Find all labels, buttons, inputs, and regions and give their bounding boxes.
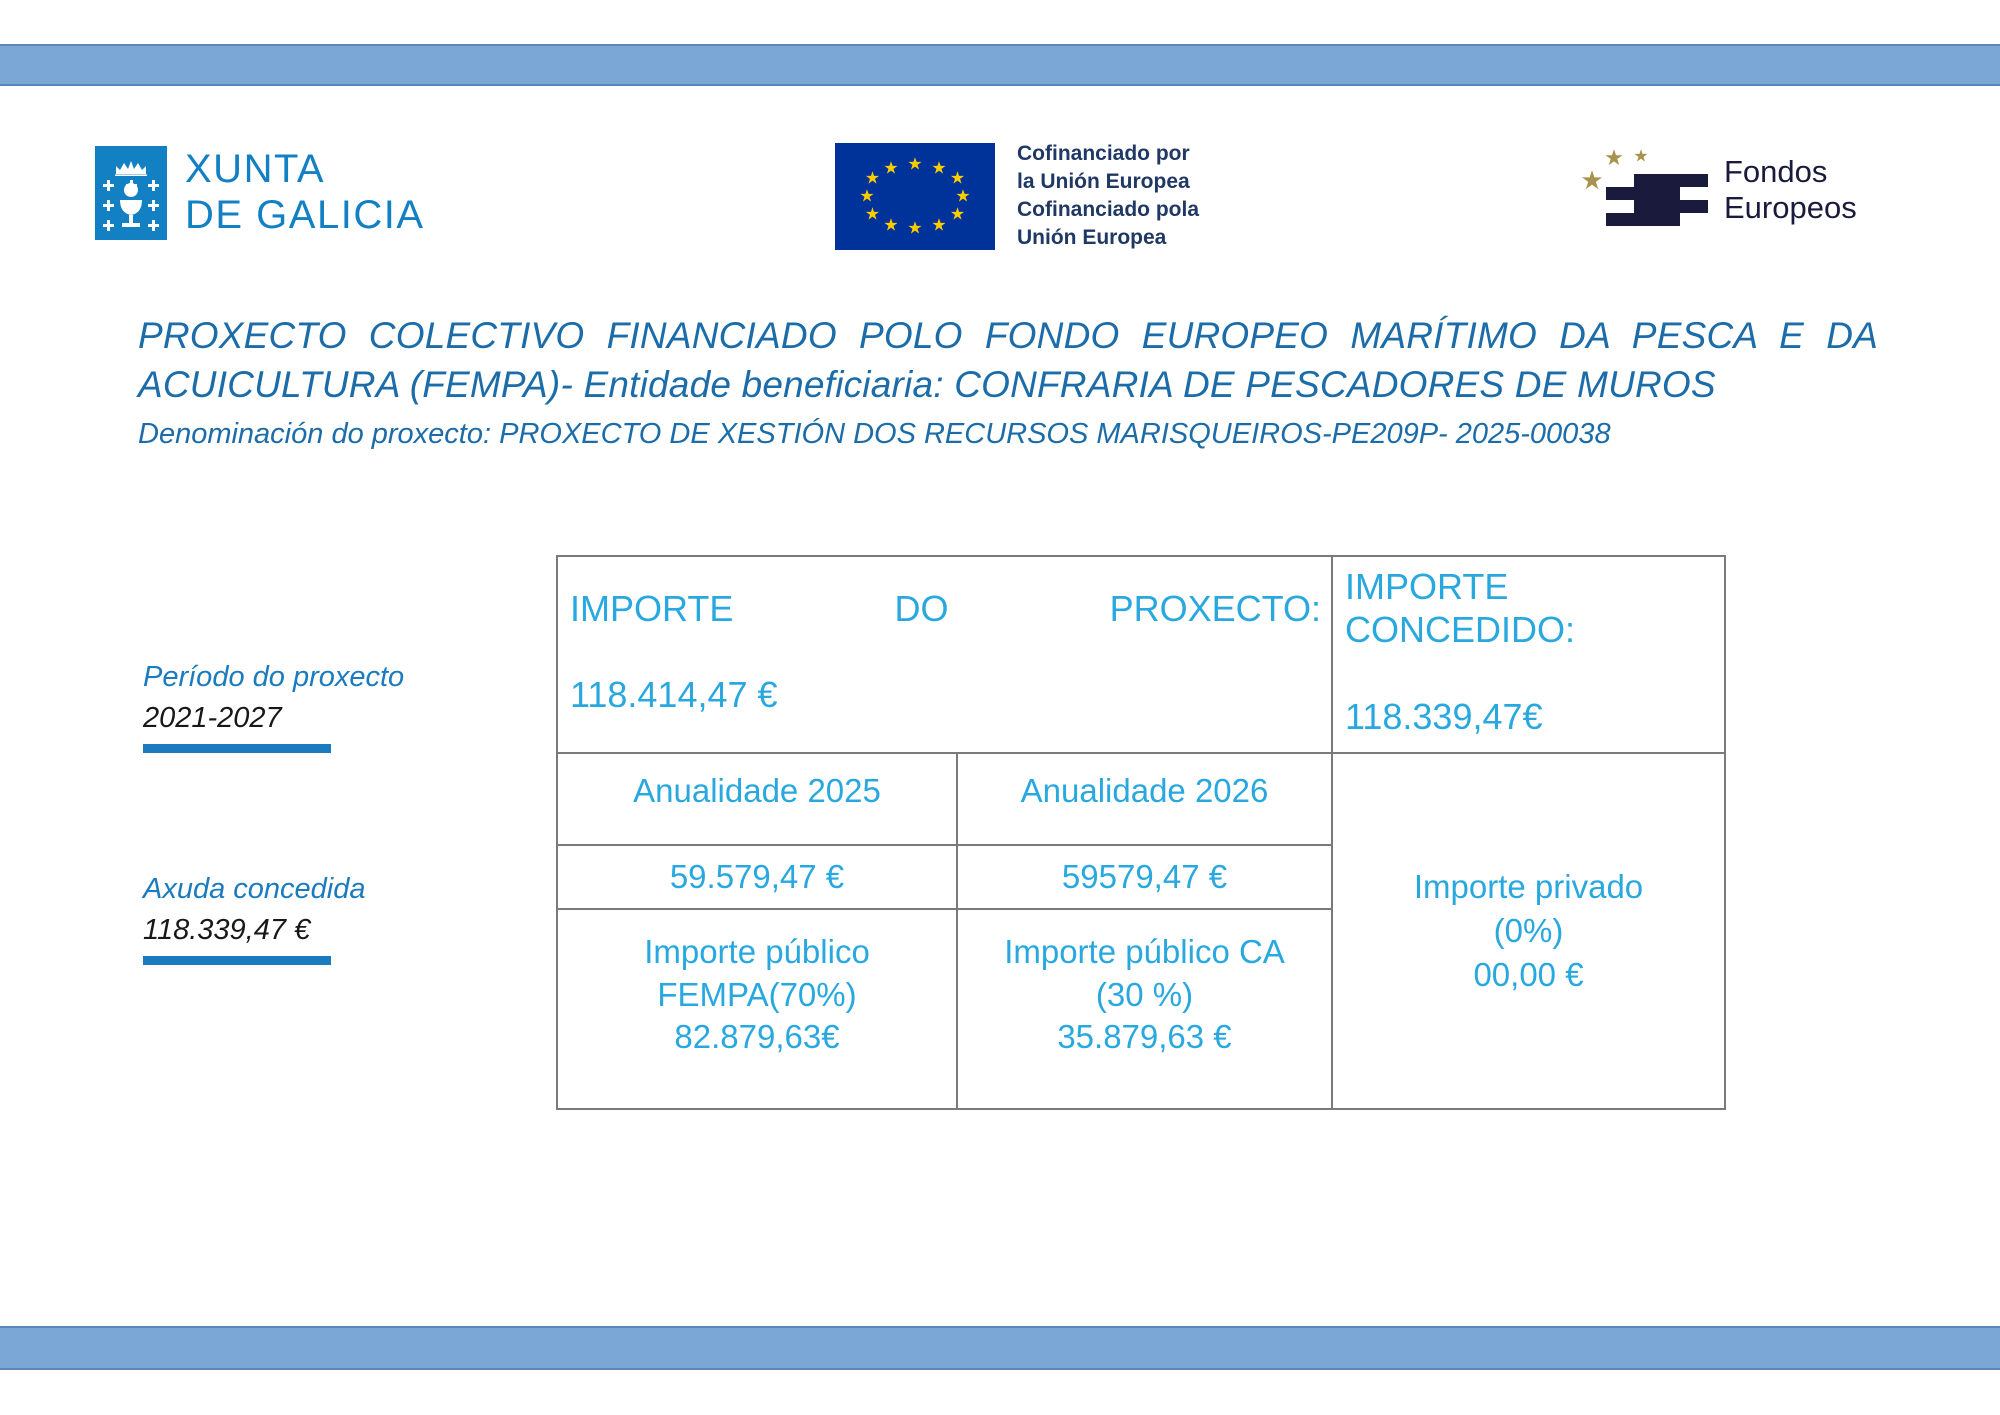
project-period-underline — [143, 744, 331, 753]
fondos-wordmark-line1: Fondos — [1724, 154, 1828, 190]
fondos-star-icon: ★ — [1633, 146, 1649, 166]
granted-aid-underline — [143, 956, 331, 965]
funding-breakdown-table — [556, 555, 1726, 1110]
fondos-europeos-logo — [1578, 145, 1857, 232]
fondos-bar-icon — [1606, 213, 1680, 226]
private-amount-label-line2: (0%) — [1493, 911, 1564, 949]
public-fempa-cell — [557, 909, 957, 1109]
annuity-2026-value-cell: 59579,47 € — [957, 845, 1332, 909]
public-ca-value: 35.879,63 € — [1057, 1017, 1232, 1055]
cross-icon — [103, 200, 114, 211]
eu-star-icon: ★ — [864, 204, 881, 224]
fondos-bar-icon — [1634, 174, 1708, 187]
cross-icon — [103, 180, 114, 191]
cross-icon — [148, 180, 159, 191]
headline-block — [138, 312, 1878, 453]
xunta-coat-of-arms-icon — [95, 146, 167, 240]
private-amount-value: 00,00 € — [1473, 955, 1584, 993]
eu-caption-line4: Unión Europea — [1017, 226, 1167, 250]
private-amount-cell — [1332, 753, 1725, 1109]
crown-icon — [114, 158, 148, 176]
bottom-decorative-bar — [0, 1326, 2000, 1370]
public-fempa-label-line1: Importe público — [644, 933, 870, 971]
european-union-cofinancing-logo — [835, 140, 1199, 253]
eu-star-icon: ★ — [883, 158, 899, 178]
eu-flag-icon — [835, 143, 995, 250]
eu-star-icon: ★ — [864, 168, 881, 188]
fondos-star-icon: ★ — [1604, 145, 1624, 170]
eu-caption-line1: Cofinanciado por — [1017, 142, 1190, 165]
public-ca-label-line1: Importe público CA — [1004, 933, 1285, 971]
headline-main-text: PROXECTO COLECTIVO FINANCIADO POLO FONDO EUROPEO MARÍTIMO DA PESCA E DA ACUICULTURA (FEMPA)- Entidade beneficiaria: CONFRARIA DE PESCADORES DE MUROS — [138, 315, 1878, 405]
project-period-block — [143, 660, 404, 753]
fondos-wordmark-line2: Europeos — [1724, 190, 1857, 225]
xunta-de-galicia-logo — [95, 146, 425, 240]
granted-aid-value: 118.339,47 € — [143, 913, 311, 946]
xunta-logo-wordmark — [185, 147, 425, 238]
fondos-bar-icon — [1606, 187, 1680, 200]
eu-logo-caption — [1017, 140, 1199, 253]
eu-star-icon: ★ — [931, 158, 947, 178]
granted-amount-label: IMPORTE CONCEDIDO: — [1345, 566, 1576, 651]
eu-star-icon: ★ — [883, 215, 899, 235]
annuity-2025-label-cell: Anualidade 2025 — [557, 753, 957, 845]
chalice-icon — [116, 182, 146, 228]
project-amount-value: 118.414,47 € — [570, 673, 778, 715]
xunta-wordmark-line1: XUNTA — [185, 147, 326, 192]
cross-icon — [103, 220, 114, 231]
granted-amount-value: 118.339,47€ — [1345, 695, 1543, 737]
eu-star-icon: ★ — [949, 204, 966, 224]
project-period-value: 2021-2027 — [143, 701, 282, 734]
fondos-europeos-wordmark — [1724, 154, 1857, 226]
table-row-amounts-header — [557, 556, 1725, 753]
granted-aid-label: Axuda concedida — [143, 873, 366, 905]
cross-icon — [148, 200, 159, 211]
public-ca-label-line2: (30 %) — [1095, 975, 1194, 1013]
eu-star-icon: ★ — [907, 154, 923, 174]
public-fempa-label-line2: FEMPA(70%) — [657, 975, 857, 1013]
fondos-europeos-mark-icon — [1578, 145, 1708, 232]
eu-star-icon: ★ — [931, 215, 947, 235]
annuity-2026-label-cell: Anualidade 2026 — [957, 753, 1332, 845]
headline-subtitle: Denominación do proxecto: PROXECTO DE XESTIÓN DOS RECURSOS MARISQUEIROS-PE209P- 2025-00038 — [138, 417, 1611, 450]
private-amount-label-line1: Importe privado — [1413, 868, 1644, 906]
public-fempa-value: 82.879,63€ — [674, 1017, 840, 1055]
cross-icon — [148, 220, 159, 231]
eu-star-icon: ★ — [859, 186, 875, 206]
granted-amount-cell — [1332, 556, 1725, 753]
fondos-star-icon: ★ — [1580, 165, 1604, 195]
eu-star-icon: ★ — [907, 218, 923, 238]
logo-strip — [0, 140, 2000, 270]
eu-caption-line2: la Unión Europea — [1017, 170, 1190, 194]
fondos-bar-icon — [1634, 200, 1708, 213]
granted-aid-block — [143, 872, 366, 965]
headline-main — [138, 312, 1878, 410]
project-amount-label: IMPORTE DO PROXECTO: — [570, 587, 1322, 629]
top-decorative-bar — [0, 44, 2000, 86]
annuity-2025-value-cell: 59.579,47 € — [557, 845, 957, 909]
project-amount-cell — [557, 556, 1332, 753]
eu-caption-line3: Cofinanciado pola — [1017, 198, 1200, 222]
table-row-annuity-labels — [557, 753, 1725, 845]
xunta-wordmark-line2: DE GALICIA — [185, 193, 425, 237]
eu-star-icon: ★ — [955, 186, 971, 206]
eu-star-icon: ★ — [949, 168, 966, 188]
public-ca-cell — [957, 909, 1332, 1109]
project-period-label: Período do proxecto — [143, 661, 405, 693]
